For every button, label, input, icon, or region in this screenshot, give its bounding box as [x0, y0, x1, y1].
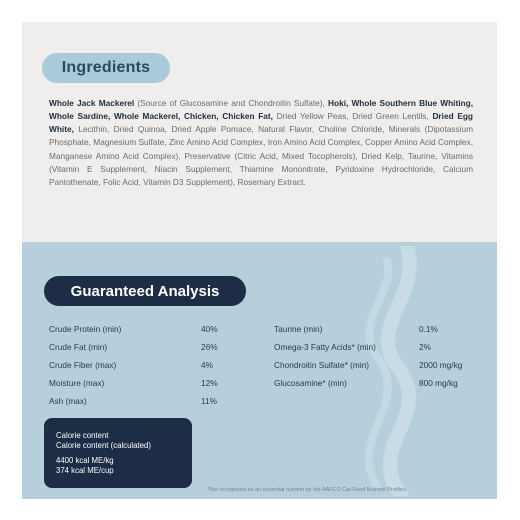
analysis-label: Crude Fat (min) — [49, 342, 108, 352]
analysis-value: 800 mg/kg — [419, 378, 458, 388]
calorie-calculated-label: Calorie content (calculated) — [56, 441, 151, 450]
analysis-value: 12% — [201, 378, 218, 388]
analysis-value: 2% — [419, 342, 431, 352]
calorie-content-box — [44, 418, 192, 488]
analysis-label: Crude Protein (min) — [49, 324, 122, 334]
analysis-value: 40% — [201, 324, 218, 334]
calorie-per-kg: 4400 kcal ME/kg — [56, 456, 114, 465]
ingredient-bold-segment: Dried Egg White, — [49, 111, 473, 135]
guaranteed-analysis-panel — [22, 242, 497, 499]
analysis-label: Glucosamine* (min) — [274, 378, 347, 388]
analysis-value: 11% — [201, 396, 217, 406]
analysis-value: 4% — [201, 360, 213, 370]
ingredient-bold-segment: Whole Jack Mackerel — [49, 98, 135, 108]
ingredients-text — [49, 97, 473, 189]
analysis-value: 2000 mg/kg — [419, 360, 463, 370]
guaranteed-analysis-heading: Guaranteed Analysis — [44, 276, 246, 306]
ingredients-heading: Ingredients — [42, 53, 170, 83]
analysis-value: 26% — [201, 342, 218, 352]
ingredients-panel — [22, 22, 497, 242]
analysis-label: Omega-3 Fatty Acids* (min) — [274, 342, 376, 352]
swirl-decoration-icon — [342, 246, 452, 496]
analysis-label: Ash (max) — [49, 396, 87, 406]
ingredient-segment: (Source of Glucosamine and Chondroitin Sulfate), — [134, 98, 329, 108]
analysis-label: Moisture (max) — [49, 378, 105, 388]
analysis-label: Crude Fiber (max) — [49, 360, 117, 370]
analysis-label: Chondroitin Sulfate* (min) — [274, 360, 369, 370]
calorie-content-label: Calorie content — [56, 431, 109, 440]
calorie-per-cup: 374 kcal ME/cup — [56, 466, 114, 475]
ingredient-segment: Lecithin, Dried Quinoa, Dried Apple Pomace, Natural Flavor, Choline Chloride, Minerals (Dipotassium Phosphate, Magnesium Sulfate, Zinc Amino Acid Complex, Iron Amino Acid Complex, Copper Amino Acid Complex, Manganese Amino Acid Complex), Preservative (Citric Acid, Mixed Tocopherols), Dried Kelp, Taurine, Vitamins (Vitamin E Supplement, Niacin Supplement, Thiamine Mononitrate, Pyridoxine Hydrochloride, Calcium Pantothenate, Folic Acid, Vitamin D3 Supplement), Rosemary Extract. — [49, 124, 473, 187]
ingredient-bold-segment: Hoki, Whole Southern Blue Whiting, Whole Sardine, Whole Mackerel, Chicken, Chicken Fat, — [49, 98, 473, 122]
footnote: *Not recognized as an essential nutrient by the AAFCO Cat Food Nutrient Profiles — [207, 487, 406, 493]
ingredient-segment: Dried Yellow Peas, Dried Green Lentils, — [272, 111, 433, 122]
analysis-value: 0.1% — [419, 324, 438, 334]
analysis-label: Taurine (min) — [274, 324, 323, 334]
